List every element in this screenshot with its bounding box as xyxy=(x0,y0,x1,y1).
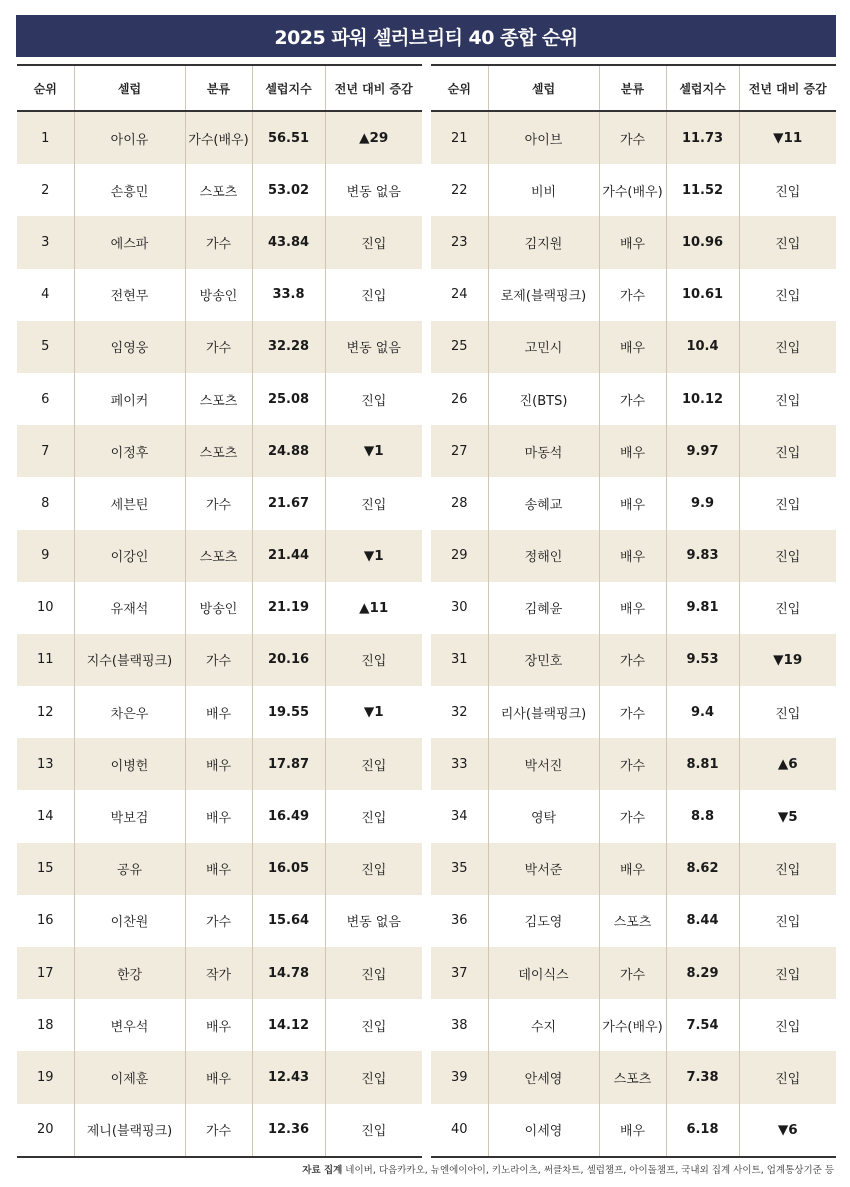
score-cell: 16.49 xyxy=(252,790,325,842)
celeb-name: 아이브 xyxy=(488,111,599,164)
celeb-name: 이강인 xyxy=(74,530,185,582)
page-title: 2025 파워 셀러브리티 40 종합 순위 xyxy=(16,15,836,57)
change-cell: 진입 xyxy=(325,790,422,842)
table-row xyxy=(431,321,836,373)
change-cell: ▲11 xyxy=(325,582,422,634)
change-cell: 진입 xyxy=(739,164,836,216)
table-row xyxy=(431,999,836,1051)
celeb-name: 한강 xyxy=(74,947,185,999)
table-row xyxy=(17,164,422,216)
table-row xyxy=(17,999,422,1051)
celeb-name: 정해인 xyxy=(488,530,599,582)
rank-cell: 12 xyxy=(17,686,74,738)
score-cell: 10.12 xyxy=(666,373,739,425)
category-cell: 방송인 xyxy=(185,582,252,634)
score-cell: 25.08 xyxy=(252,373,325,425)
header-category: 분류 xyxy=(599,65,666,111)
score-cell: 14.12 xyxy=(252,999,325,1051)
category-cell: 스포츠 xyxy=(185,530,252,582)
category-cell: 가수 xyxy=(599,111,666,164)
rank-cell: 32 xyxy=(431,686,488,738)
rank-cell: 20 xyxy=(17,1104,74,1157)
celeb-name: 페이커 xyxy=(74,373,185,425)
score-cell: 8.44 xyxy=(666,895,739,947)
score-cell: 21.67 xyxy=(252,477,325,529)
celeb-name: 김도영 xyxy=(488,895,599,947)
score-cell: 20.16 xyxy=(252,634,325,686)
table-row xyxy=(17,686,422,738)
celeb-name: 박보검 xyxy=(74,790,185,842)
table-row xyxy=(431,790,836,842)
category-cell: 배우 xyxy=(599,321,666,373)
rank-cell: 15 xyxy=(17,843,74,895)
celeb-name: 고민시 xyxy=(488,321,599,373)
change-cell: 진입 xyxy=(325,216,422,268)
ranking-rows-right xyxy=(431,111,836,1157)
score-cell: 10.96 xyxy=(666,216,739,268)
change-cell: 진입 xyxy=(325,1051,422,1103)
table-row xyxy=(17,738,422,790)
category-cell: 가수 xyxy=(599,738,666,790)
celeb-name: 데이식스 xyxy=(488,947,599,999)
score-cell: 9.9 xyxy=(666,477,739,529)
score-cell: 33.8 xyxy=(252,269,325,321)
change-cell: ▼1 xyxy=(325,425,422,477)
header-celeb: 셀럽 xyxy=(74,65,185,111)
category-cell: 배우 xyxy=(185,1051,252,1103)
table-row xyxy=(431,477,836,529)
category-cell: 스포츠 xyxy=(599,1051,666,1103)
table-row xyxy=(431,216,836,268)
change-cell: 진입 xyxy=(739,373,836,425)
rank-cell: 22 xyxy=(431,164,488,216)
category-cell: 가수(배우) xyxy=(185,111,252,164)
score-cell: 10.61 xyxy=(666,269,739,321)
celeb-name: 차은우 xyxy=(74,686,185,738)
rank-cell: 17 xyxy=(17,947,74,999)
change-cell: ▼11 xyxy=(739,111,836,164)
header-category: 분류 xyxy=(185,65,252,111)
table-row xyxy=(17,373,422,425)
table-row xyxy=(431,269,836,321)
change-cell: 진입 xyxy=(739,947,836,999)
celeb-name: 공유 xyxy=(74,843,185,895)
rank-cell: 39 xyxy=(431,1051,488,1103)
category-cell: 가수 xyxy=(185,321,252,373)
score-cell: 24.88 xyxy=(252,425,325,477)
score-cell: 9.97 xyxy=(666,425,739,477)
category-cell: 작가 xyxy=(185,947,252,999)
celeb-name: 진(BTS) xyxy=(488,373,599,425)
category-cell: 방송인 xyxy=(185,269,252,321)
rank-cell: 16 xyxy=(17,895,74,947)
header-change: 전년 대비 증감 xyxy=(325,65,422,111)
rank-cell: 13 xyxy=(17,738,74,790)
table-row xyxy=(431,1104,836,1157)
category-cell: 배우 xyxy=(185,790,252,842)
header-celeb: 셀럽 xyxy=(488,65,599,111)
change-cell: 진입 xyxy=(739,216,836,268)
category-cell: 배우 xyxy=(599,1104,666,1157)
rank-cell: 6 xyxy=(17,373,74,425)
table-row xyxy=(17,530,422,582)
rank-cell: 34 xyxy=(431,790,488,842)
change-cell: 진입 xyxy=(739,1051,836,1103)
table-row xyxy=(17,843,422,895)
rank-cell: 33 xyxy=(431,738,488,790)
celeb-name: 세븐틴 xyxy=(74,477,185,529)
rank-cell: 36 xyxy=(431,895,488,947)
celeb-name: 리사(블랙핑크) xyxy=(488,686,599,738)
category-cell: 가수 xyxy=(185,1104,252,1157)
category-cell: 가수 xyxy=(599,790,666,842)
table-row xyxy=(17,216,422,268)
change-cell: ▼1 xyxy=(325,686,422,738)
category-cell: 가수(배우) xyxy=(599,164,666,216)
celeb-name: 아이유 xyxy=(74,111,185,164)
rank-cell: 24 xyxy=(431,269,488,321)
celeb-name: 임영웅 xyxy=(74,321,185,373)
change-cell: 진입 xyxy=(739,686,836,738)
table-row xyxy=(431,1051,836,1103)
category-cell: 배우 xyxy=(185,738,252,790)
score-cell: 32.28 xyxy=(252,321,325,373)
change-cell: 진입 xyxy=(325,738,422,790)
score-cell: 15.64 xyxy=(252,895,325,947)
rank-cell: 11 xyxy=(17,634,74,686)
header-score: 셀럽지수 xyxy=(666,65,739,111)
celeb-name: 제니(블랙핑크) xyxy=(74,1104,185,1157)
category-cell: 스포츠 xyxy=(185,164,252,216)
category-cell: 배우 xyxy=(185,999,252,1051)
category-cell: 배우 xyxy=(599,843,666,895)
celeb-name: 송혜교 xyxy=(488,477,599,529)
table-row xyxy=(431,947,836,999)
source-note xyxy=(302,1162,834,1176)
score-cell: 6.18 xyxy=(666,1104,739,1157)
source-text: 네이버, 다음카카오, 뉴엔에이아이, 키노라이츠, 써클차트, 셀럽챔프, 아이돌챔프, 국내외 집계 사이트, 업계통상기준 등 xyxy=(345,1165,834,1176)
table-row xyxy=(431,373,836,425)
score-cell: 8.62 xyxy=(666,843,739,895)
celeb-name: 이찬원 xyxy=(74,895,185,947)
source-label: 자료 집계 xyxy=(302,1165,343,1176)
change-cell: 진입 xyxy=(739,895,836,947)
change-cell: ▼19 xyxy=(739,634,836,686)
rank-cell: 18 xyxy=(17,999,74,1051)
change-cell: 진입 xyxy=(325,947,422,999)
category-cell: 가수(배우) xyxy=(599,999,666,1051)
change-cell: 진입 xyxy=(739,999,836,1051)
table-row xyxy=(17,582,422,634)
celeb-name: 에스파 xyxy=(74,216,185,268)
rank-cell: 37 xyxy=(431,947,488,999)
score-cell: 9.83 xyxy=(666,530,739,582)
score-cell: 8.81 xyxy=(666,738,739,790)
celeb-name: 장민호 xyxy=(488,634,599,686)
rank-cell: 38 xyxy=(431,999,488,1051)
change-cell: ▼5 xyxy=(739,790,836,842)
celeb-name: 전현무 xyxy=(74,269,185,321)
score-cell: 21.19 xyxy=(252,582,325,634)
table-row xyxy=(17,111,422,164)
table-row xyxy=(17,895,422,947)
header-rank: 순위 xyxy=(17,65,74,111)
rank-cell: 31 xyxy=(431,634,488,686)
rank-cell: 7 xyxy=(17,425,74,477)
celeb-name: 박서진 xyxy=(488,738,599,790)
score-cell: 56.51 xyxy=(252,111,325,164)
celeb-name: 로제(블랙핑크) xyxy=(488,269,599,321)
category-cell: 배우 xyxy=(185,686,252,738)
table-row xyxy=(17,477,422,529)
table-row xyxy=(17,947,422,999)
table-row xyxy=(431,895,836,947)
celeb-name: 이세영 xyxy=(488,1104,599,1157)
celeb-name: 이병헌 xyxy=(74,738,185,790)
table-row xyxy=(17,1104,422,1157)
rank-cell: 35 xyxy=(431,843,488,895)
score-cell: 21.44 xyxy=(252,530,325,582)
rank-cell: 1 xyxy=(17,111,74,164)
table-header-row xyxy=(17,65,422,111)
rank-cell: 27 xyxy=(431,425,488,477)
score-cell: 11.73 xyxy=(666,111,739,164)
rank-cell: 28 xyxy=(431,477,488,529)
celeb-name: 이정후 xyxy=(74,425,185,477)
celeb-name: 이제훈 xyxy=(74,1051,185,1103)
score-cell: 7.54 xyxy=(666,999,739,1051)
category-cell: 가수 xyxy=(599,373,666,425)
table-row xyxy=(431,425,836,477)
change-cell: ▲6 xyxy=(739,738,836,790)
category-cell: 가수 xyxy=(185,216,252,268)
rank-cell: 8 xyxy=(17,477,74,529)
change-cell: 진입 xyxy=(739,582,836,634)
table-row xyxy=(431,164,836,216)
table-row xyxy=(431,111,836,164)
category-cell: 배우 xyxy=(599,582,666,634)
header-score: 셀럽지수 xyxy=(252,65,325,111)
rank-cell: 30 xyxy=(431,582,488,634)
table-row xyxy=(431,634,836,686)
category-cell: 스포츠 xyxy=(185,425,252,477)
change-cell: ▼6 xyxy=(739,1104,836,1157)
score-cell: 19.55 xyxy=(252,686,325,738)
change-cell: ▲29 xyxy=(325,111,422,164)
score-cell: 17.87 xyxy=(252,738,325,790)
rank-cell: 29 xyxy=(431,530,488,582)
change-cell: 변동 없음 xyxy=(325,164,422,216)
celeb-name: 비비 xyxy=(488,164,599,216)
change-cell: 진입 xyxy=(325,269,422,321)
ranking-table-left xyxy=(17,64,422,1158)
change-cell: 진입 xyxy=(739,477,836,529)
category-cell: 배우 xyxy=(185,843,252,895)
category-cell: 배우 xyxy=(599,425,666,477)
table-row xyxy=(431,530,836,582)
category-cell: 배우 xyxy=(599,477,666,529)
rank-cell: 10 xyxy=(17,582,74,634)
table-row xyxy=(17,634,422,686)
celeb-name: 수지 xyxy=(488,999,599,1051)
ranking-table-right xyxy=(431,64,836,1158)
change-cell: 진입 xyxy=(739,321,836,373)
rank-cell: 21 xyxy=(431,111,488,164)
ranking-rows-left xyxy=(17,111,422,1157)
score-cell: 12.43 xyxy=(252,1051,325,1103)
table-header-row xyxy=(431,65,836,111)
change-cell: 변동 없음 xyxy=(325,895,422,947)
score-cell: 10.4 xyxy=(666,321,739,373)
score-cell: 53.02 xyxy=(252,164,325,216)
category-cell: 가수 xyxy=(599,686,666,738)
celeb-name: 김혜윤 xyxy=(488,582,599,634)
rank-cell: 25 xyxy=(431,321,488,373)
celeb-name: 마동석 xyxy=(488,425,599,477)
table-row xyxy=(17,269,422,321)
table-row xyxy=(17,321,422,373)
celeb-name: 유재석 xyxy=(74,582,185,634)
table-row xyxy=(431,738,836,790)
score-cell: 14.78 xyxy=(252,947,325,999)
change-cell: 진입 xyxy=(325,373,422,425)
rank-cell: 2 xyxy=(17,164,74,216)
category-cell: 가수 xyxy=(185,634,252,686)
score-cell: 11.52 xyxy=(666,164,739,216)
score-cell: 8.8 xyxy=(666,790,739,842)
rank-cell: 26 xyxy=(431,373,488,425)
celeb-name: 김지원 xyxy=(488,216,599,268)
header-change: 전년 대비 증감 xyxy=(739,65,836,111)
change-cell: 진입 xyxy=(739,269,836,321)
score-cell: 9.81 xyxy=(666,582,739,634)
celeb-name: 손흥민 xyxy=(74,164,185,216)
category-cell: 스포츠 xyxy=(185,373,252,425)
table-row xyxy=(17,425,422,477)
rank-cell: 23 xyxy=(431,216,488,268)
change-cell: 진입 xyxy=(739,843,836,895)
rank-cell: 4 xyxy=(17,269,74,321)
rank-cell: 40 xyxy=(431,1104,488,1157)
rank-cell: 3 xyxy=(17,216,74,268)
score-cell: 9.4 xyxy=(666,686,739,738)
category-cell: 배우 xyxy=(599,216,666,268)
header-rank: 순위 xyxy=(431,65,488,111)
celeb-name: 변우석 xyxy=(74,999,185,1051)
category-cell: 가수 xyxy=(185,895,252,947)
rank-cell: 14 xyxy=(17,790,74,842)
celeb-name: 안세영 xyxy=(488,1051,599,1103)
category-cell: 가수 xyxy=(599,634,666,686)
table-row xyxy=(431,686,836,738)
score-cell: 7.38 xyxy=(666,1051,739,1103)
change-cell: 진입 xyxy=(325,477,422,529)
table-row xyxy=(431,582,836,634)
change-cell: 변동 없음 xyxy=(325,321,422,373)
change-cell: 진입 xyxy=(325,634,422,686)
celeb-name: 박서준 xyxy=(488,843,599,895)
change-cell: 진입 xyxy=(739,530,836,582)
change-cell: 진입 xyxy=(325,999,422,1051)
category-cell: 가수 xyxy=(185,477,252,529)
score-cell: 9.53 xyxy=(666,634,739,686)
table-row xyxy=(17,1051,422,1103)
change-cell: ▼1 xyxy=(325,530,422,582)
celeb-name: 지수(블랙핑크) xyxy=(74,634,185,686)
change-cell: 진입 xyxy=(325,843,422,895)
category-cell: 배우 xyxy=(599,530,666,582)
category-cell: 스포츠 xyxy=(599,895,666,947)
rank-cell: 5 xyxy=(17,321,74,373)
change-cell: 진입 xyxy=(739,425,836,477)
celeb-name: 영탁 xyxy=(488,790,599,842)
score-cell: 8.29 xyxy=(666,947,739,999)
table-row xyxy=(17,790,422,842)
category-cell: 가수 xyxy=(599,269,666,321)
table-row xyxy=(431,843,836,895)
score-cell: 16.05 xyxy=(252,843,325,895)
rank-cell: 9 xyxy=(17,530,74,582)
rank-cell: 19 xyxy=(17,1051,74,1103)
score-cell: 43.84 xyxy=(252,216,325,268)
change-cell: 진입 xyxy=(325,1104,422,1157)
category-cell: 가수 xyxy=(599,947,666,999)
score-cell: 12.36 xyxy=(252,1104,325,1157)
